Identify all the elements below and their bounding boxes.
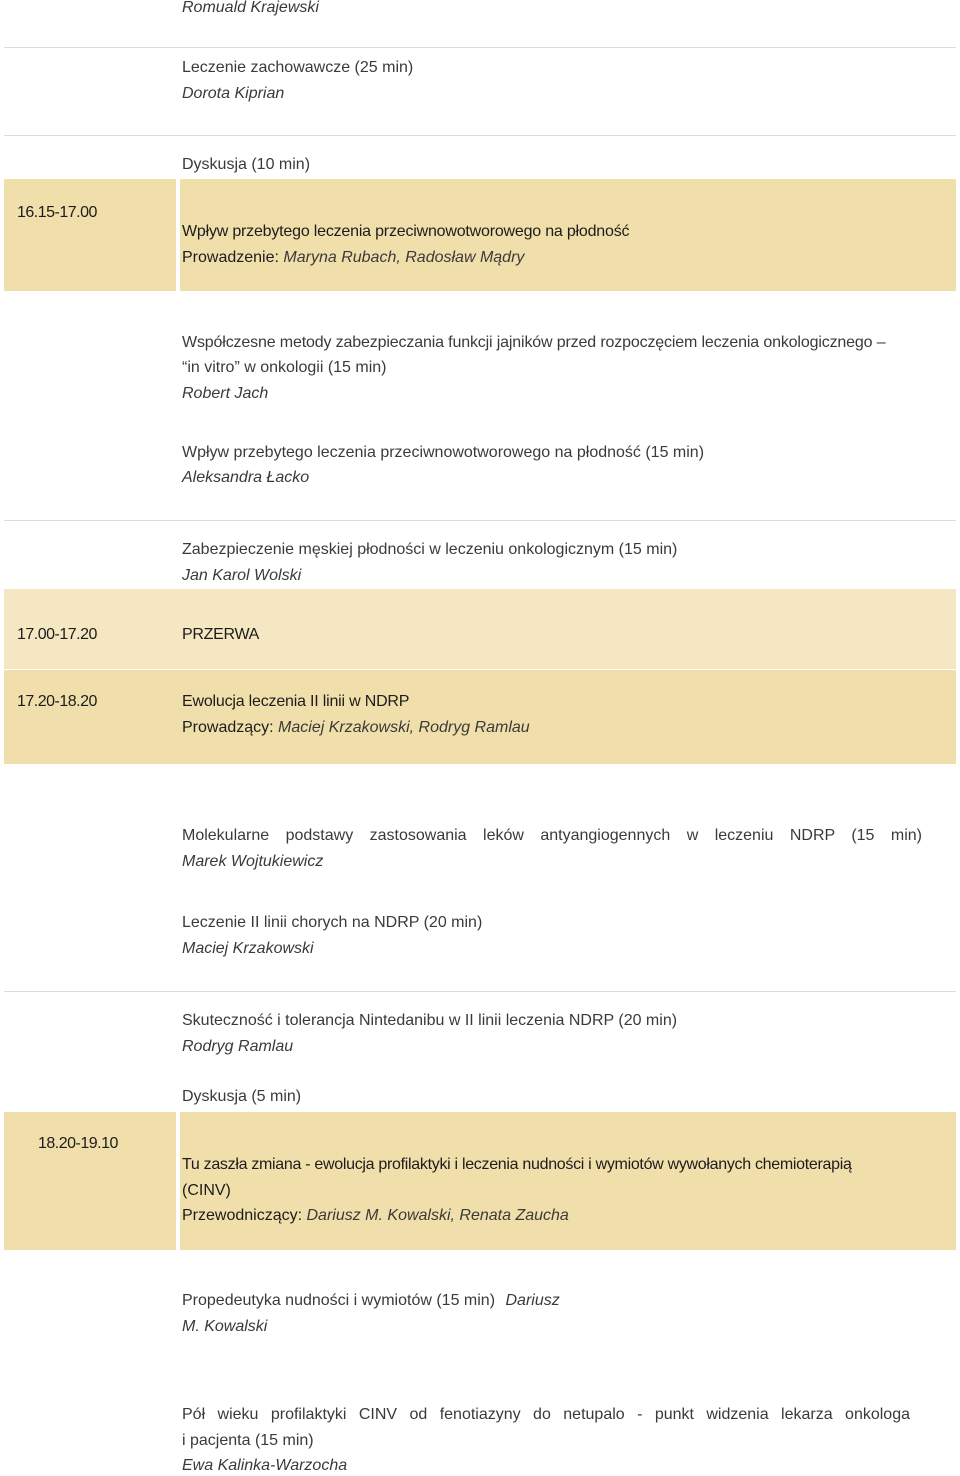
talk-author: Dariusz <box>505 1292 560 1309</box>
discussion-label: Dyskusja (5 min) <box>182 1088 302 1105</box>
break-band <box>4 589 956 669</box>
talk-author: Aleksandra Łacko <box>182 469 310 486</box>
talk-author: Romuald Krajewski <box>182 0 319 16</box>
talk-author: Marek Wojtukiewicz <box>182 853 324 870</box>
talk-author: Jan Karol Wolski <box>182 567 302 584</box>
talk-title: Wpływ przebytego leczenia przeciwnowotworowego na płodność (15 min) <box>182 444 705 461</box>
session-chairs <box>182 248 524 268</box>
chairs-names: Maciej Krzakowski, Rodryg Ramlau <box>278 719 530 736</box>
talk-author: Rodryg Ramlau <box>182 1038 294 1055</box>
session-title: (CINV) <box>182 1182 231 1199</box>
divider <box>4 520 956 521</box>
talk-title: Pół wieku profilaktyki CINV od fenotiazyny do netupalo - punkt widzenia lekarza onkologa <box>182 1406 910 1423</box>
chairs-names: Dariusz M. Kowalski, Renata Zaucha <box>306 1207 569 1224</box>
chairs-names: Maryna Rubach, Radosław Mądry <box>283 249 525 266</box>
divider <box>4 991 956 992</box>
talk-author: Dorota Kiprian <box>182 85 285 102</box>
talk-entry <box>182 1291 560 1311</box>
talk-author: M. Kowalski <box>182 1318 268 1335</box>
chairs-label: Prowadzenie: <box>182 249 279 266</box>
talk-title: Leczenie zachowawcze (25 min) <box>182 59 414 76</box>
chairs-label: Prowadzący: <box>182 719 274 736</box>
divider <box>4 47 956 48</box>
talk-title: Propedeutyka nudności i wymiotów (15 min) <box>182 1292 496 1309</box>
talk-author: Robert Jach <box>182 385 269 402</box>
break-time: 17.00-17.20 <box>17 626 97 643</box>
session-title: Tu zaszła zmiana - ewolucja profilaktyki i leczenia nudności i wymiotów wywołanych chemioterapią <box>182 1156 852 1173</box>
talk-author: Maciej Krzakowski <box>182 940 314 957</box>
talk-author: Ewa Kalinka-Warzocha <box>182 1457 348 1474</box>
talk-title: Zabezpieczenie męskiej płodności w leczeniu onkologicznym (15 min) <box>182 541 678 558</box>
session-title: Ewolucja leczenia II linii w NDRP <box>182 693 410 710</box>
talk-title: i pacjenta (15 min) <box>182 1432 314 1449</box>
session-band <box>4 1112 956 1250</box>
talk-title: Molekularne podstawy zastosowania leków antyangiogennych w leczeniu NDRP (15 min) <box>182 827 922 844</box>
divider <box>4 135 956 136</box>
chairs-label: Przewodniczący: <box>182 1207 303 1224</box>
discussion-label: Dyskusja (10 min) <box>182 156 311 173</box>
session-time: 17.20-18.20 <box>17 693 97 710</box>
session-band <box>4 670 956 764</box>
session-time: 18.20-19.10 <box>38 1135 118 1152</box>
talk-title: Współczesne metody zabezpieczania funkcji jajników przed rozpoczęciem leczenia onkologicznego – <box>182 334 886 351</box>
break-label: PRZERWA <box>182 626 260 643</box>
talk-title: Skuteczność i tolerancja Nintedanibu w II linii leczenia NDRP (20 min) <box>182 1012 678 1029</box>
talk-title: Leczenie II linii chorych na NDRP (20 min) <box>182 914 483 931</box>
session-time: 16.15-17.00 <box>17 204 97 221</box>
session-chairs <box>182 718 530 738</box>
talk-title: “in vitro” w onkologii (15 min) <box>182 359 387 376</box>
session-chairs <box>182 1206 569 1226</box>
session-title: Wpływ przebytego leczenia przeciwnowotworowego na płodność <box>182 223 630 240</box>
